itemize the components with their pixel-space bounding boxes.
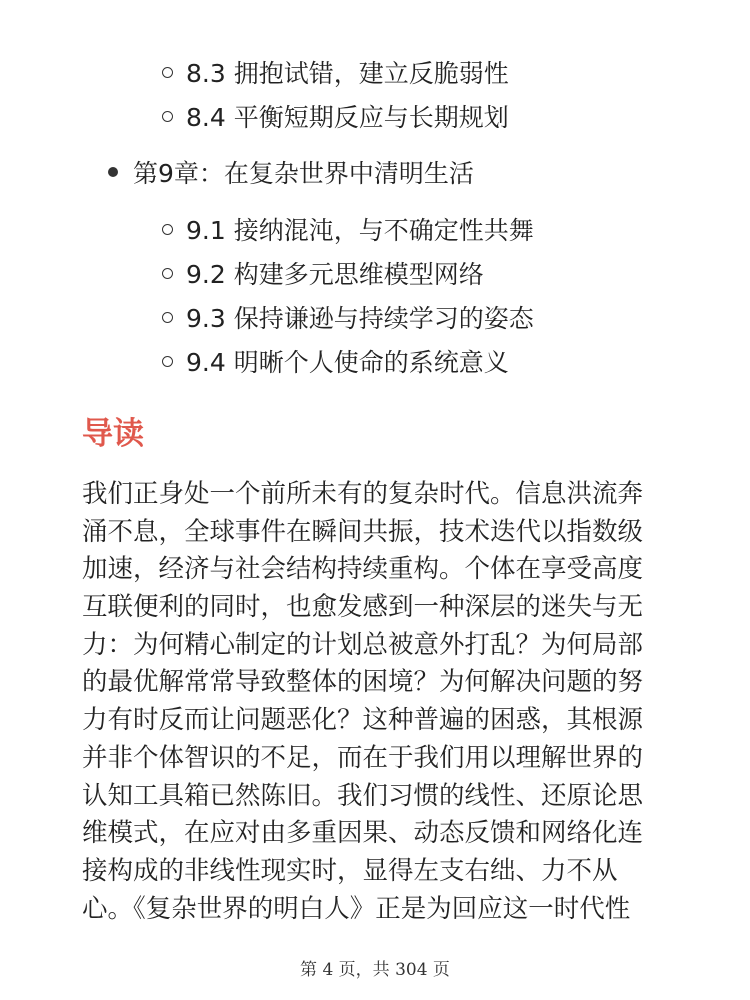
toc-item-9-2[interactable]: [162, 253, 484, 293]
hollow-bullet-icon: [162, 111, 173, 122]
body-line: 的最优解常常导致整体的困境？为何解决问题的努: [82, 667, 644, 698]
toc-item-label: 9.2 构建多元思维模型网络: [186, 260, 484, 289]
body-line: 加速，经济与社会结构持续重构。个体在享受高度: [82, 554, 644, 585]
toc-item-label: 9.4 明晰个人使命的系统意义: [186, 348, 509, 377]
section-body: [82, 476, 682, 928]
body-line: 心。《复杂世界的明白人》正是为回应这一时代性: [82, 893, 631, 924]
hollow-bullet-icon: [162, 268, 173, 279]
section-heading: 导读: [82, 416, 144, 452]
body-line: 力有时反而让问题恶化？这种普遍的困惑，其根源: [82, 705, 644, 736]
body-line: 互联便利的同时，也愈发感到一种深层的迷失与无: [82, 592, 644, 623]
hollow-bullet-icon: [162, 356, 173, 367]
solid-bullet-icon: [108, 167, 118, 177]
toc-item-9-4[interactable]: [162, 341, 509, 381]
toc-item-8-4[interactable]: [162, 96, 509, 136]
hollow-bullet-icon: [162, 67, 173, 78]
body-line: 维模式，在应对由多重因果、动态反馈和网络化连: [82, 818, 644, 849]
body-line: 我们正身处一个前所未有的复杂时代。信息洪流奔: [82, 479, 644, 509]
toc-item-label: 8.3 拥抱试错，建立反脆弱性: [186, 59, 509, 88]
hollow-bullet-icon: [162, 312, 173, 323]
toc-item-8-3[interactable]: [162, 52, 509, 92]
toc-chapter-label: 第9章：在复杂世界中清明生活: [133, 159, 474, 188]
toc-item-label: 9.1 接纳混沌，与不确定性共舞: [186, 216, 534, 245]
body-line: 涌不息，全球事件在瞬间共振，技术迭代以指数级: [82, 516, 644, 547]
hollow-bullet-icon: [162, 224, 173, 235]
body-line: 并非个体智识的不足，而在于我们用以理解世界的: [82, 742, 644, 773]
body-line: 接构成的非线性现实时，显得左支右绌、力不从: [82, 855, 618, 886]
toc-item-9-1[interactable]: [162, 209, 534, 249]
toc-chapter-9[interactable]: [108, 152, 474, 192]
body-line: 力：为何精心制定的计划总被意外打乱？为何局部: [82, 629, 644, 660]
body-line: 认知工具箱已然陈旧。我们习惯的线性、还原论思: [82, 780, 644, 811]
toc-item-label: 9.3 保持谦逊与持续学习的姿态: [186, 304, 534, 333]
toc-item-label: 8.4 平衡短期反应与长期规划: [186, 103, 509, 132]
page-number-label: 第 4 页，共 304 页: [300, 960, 450, 980]
toc-item-9-3[interactable]: [162, 297, 534, 337]
